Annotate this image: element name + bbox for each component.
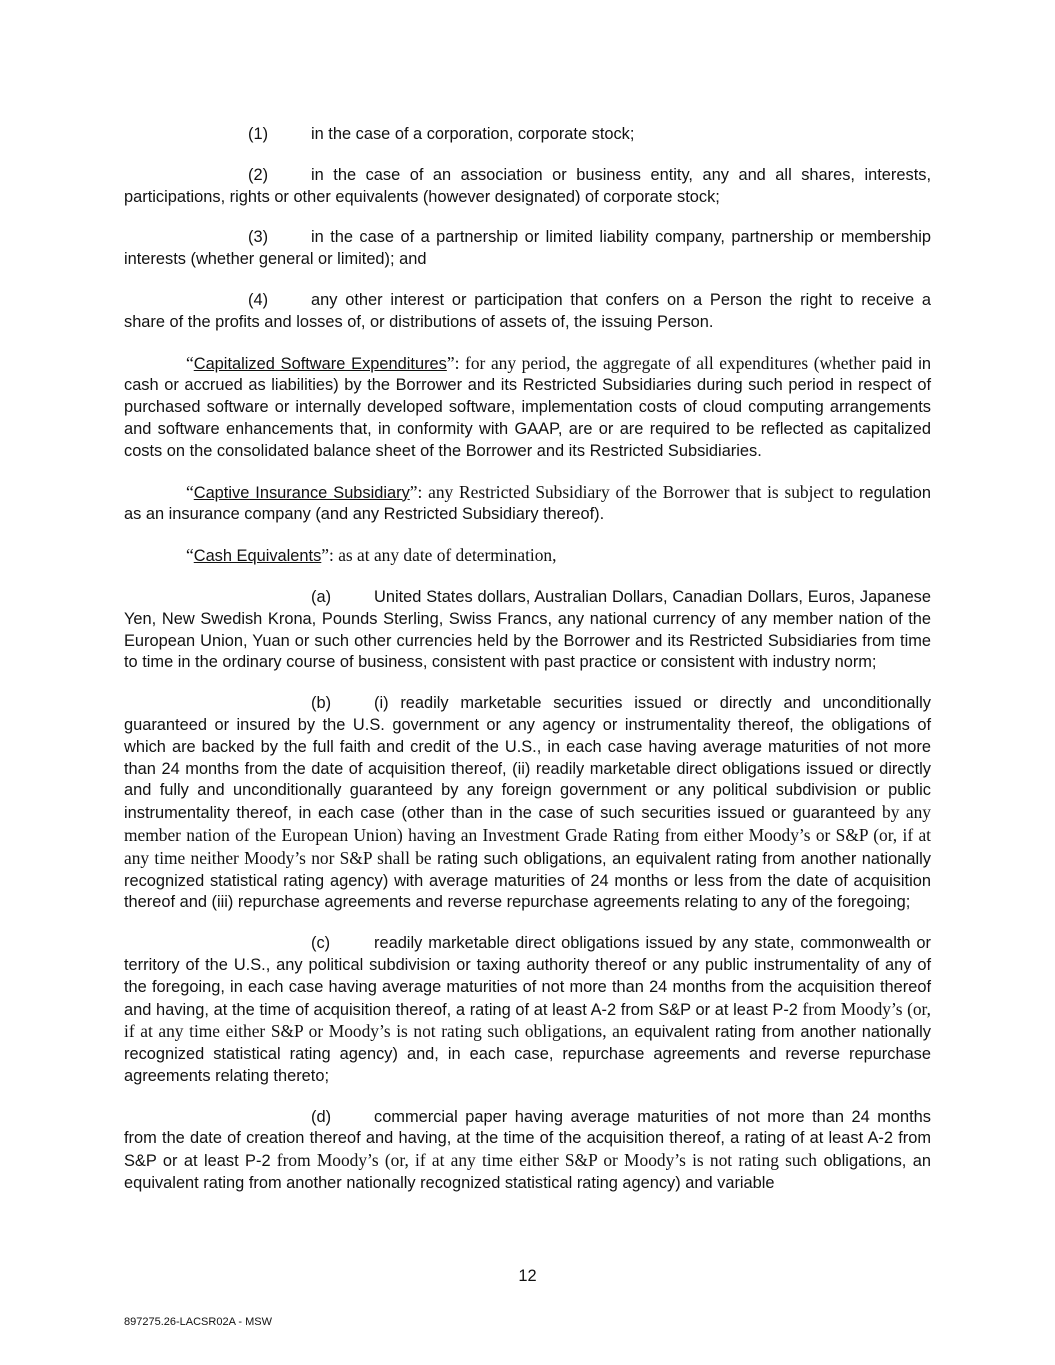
sub-item-a xyxy=(124,587,931,674)
open-quote: “ xyxy=(186,352,194,373)
definition-capitalized-software-expenditures xyxy=(124,353,931,463)
list-item-4 xyxy=(124,290,931,334)
sub-item-b xyxy=(124,693,931,914)
item-text: in the case of a partnership or limited liability company, partnership or membership interests (whether general or limited); and xyxy=(124,228,931,269)
item-text: in the case of an association or business entity, any and all shares, interests, participations, rights or other equivalents (however designated) of corporate stock; xyxy=(124,165,931,206)
close-quote: ” xyxy=(321,545,330,566)
sub-item-text-continued: obligations, an equivalent rating from another nationally recognized statistical rating agency) and variable xyxy=(124,1152,932,1193)
document-body xyxy=(124,124,931,1214)
sub-item-text: (i) readily marketable securities issued or directly and unconditionally guaranteed or insured by the U.S. government or any agency or instrumentality thereof, the obligations of which are backed by the full faith and credit of the U.S., in each case having average maturities of not more than 24 months from the date of acquisition thereof, (ii) readily marketable direct obligations issued or directly and fully and unconditionally guaranteed by any foreign government or any political subdivision or public instrumentality thereof, in each case (other than in the case of such securities issued or guaranteed xyxy=(124,694,931,823)
open-quote: “ xyxy=(186,481,194,502)
document-id: 897275.26-LACSR02A - MSW xyxy=(124,1316,272,1328)
item-text: in the case of a corporation, corporate stock; xyxy=(311,125,635,143)
definition-captive-insurance-subsidiary xyxy=(124,482,931,527)
item-number: (3) xyxy=(248,228,269,247)
definition-lead: : as at any date of determination, xyxy=(329,545,557,566)
sub-item-d xyxy=(124,1107,931,1195)
definition-lead: : for any period, the aggregate of all expenditures (whether xyxy=(454,352,876,373)
sub-item-text-serif: from Moody’s (or, if at any time either S&P or Moody’s is not rating such obligations, an xyxy=(124,998,931,1042)
page-number: 12 xyxy=(518,1267,537,1285)
sub-item-text: United States dollars, Australian Dollars, Canadian Dollars, Euros, Japanese Yen, New Swedish Krona, Pounds Sterling, Swiss Francs, any national currency of any member nation of the European Union, Yuan or such other currencies held by the Borrower and its Restricted Subsidiaries from time to time in the ordinary course of business, consistent with past practice or consistent with industry norm; xyxy=(124,587,931,672)
sub-item-text-continued: equivalent rating from another nationally recognized statistical rating agency) and, in each case, repurchase agreements and reverse repurchase agreements relating thereto; xyxy=(124,1023,932,1085)
sub-item-number: (b) xyxy=(311,694,332,713)
sub-item-number: (c) xyxy=(311,934,331,953)
sub-item-number: (d) xyxy=(311,1107,332,1126)
close-quote: ” xyxy=(446,352,455,373)
defined-term: Captive Insurance Subsidiary xyxy=(193,483,410,502)
definition-cash-equivalents xyxy=(124,545,931,568)
sub-item-text-continued: rating such obligations, an equivalent rating from another nationally recognized statistical rating agency) with average maturities of 24 months or less from the date of acquisition thereof and (iii) repurchase agreements and reverse repurchase agreements relating to any of the foregoing; xyxy=(124,849,931,912)
sub-item-c xyxy=(124,933,931,1088)
close-quote: ” xyxy=(409,481,418,502)
list-item-1 xyxy=(124,124,931,146)
sub-item-number: (a) xyxy=(311,587,332,606)
list-item-3 xyxy=(124,227,931,271)
item-text: any other interest or participation that confers on a Person the right to receive a share of the profits and losses of, or distributions of assets of, the issuing Person. xyxy=(124,290,931,331)
sub-item-text-serif: from Moody’s (or, if at any time either S&P or Moody’s is not rating such xyxy=(270,1150,818,1171)
sub-item-text: readily marketable direct obligations issued by any state, commonwealth or territory of the U.S., any political subdivision or taxing authority thereof or any public instrumentality of any of the foregoing, in each case having average maturities of not more than 24 months from the acquisition thereof and having, at the time of acquisition thereof, a rating of at least A-2 from S&P or at least P-2 xyxy=(124,934,931,1019)
definition-text: paid in cash or accrued as liabilities) by the Borrower and its Restricted Subsidiaries during such period in respect of purchased software or internally developed software, implementation costs of cloud computing arrangements and software enhancements that, in conformity with GAAP, are or are required to be reflected as capitalized costs on the consolidated balance sheet of the Borrower and its Restricted Subsidiaries. xyxy=(124,354,931,460)
defined-term: Capitalized Software Expenditures xyxy=(193,354,447,373)
sub-item-text-serif: by any member nation of the European Union) having an Investment Grade Rating from either Moody’s or S&P (or, if at any time neither Moody’s nor S&P shall be xyxy=(124,802,931,868)
sub-item-text: commercial paper having average maturities of not more than 24 months from the date of creation thereof and having, at the time of the acquisition thereof, a rating of at least A-2 from S&P or at least P-2 xyxy=(124,1107,931,1171)
list-item-2 xyxy=(124,165,931,209)
item-number: (4) xyxy=(248,290,269,309)
item-number: (2) xyxy=(248,165,269,184)
definition-lead: : any Restricted Subsidiary of the Borrower that is subject to xyxy=(417,481,854,502)
item-number: (1) xyxy=(248,125,269,143)
open-quote: “ xyxy=(186,545,194,566)
defined-term: Cash Equivalents xyxy=(193,547,322,566)
definition-text: regulation as an insurance company (and any Restricted Subsidiary thereof). xyxy=(124,483,931,524)
